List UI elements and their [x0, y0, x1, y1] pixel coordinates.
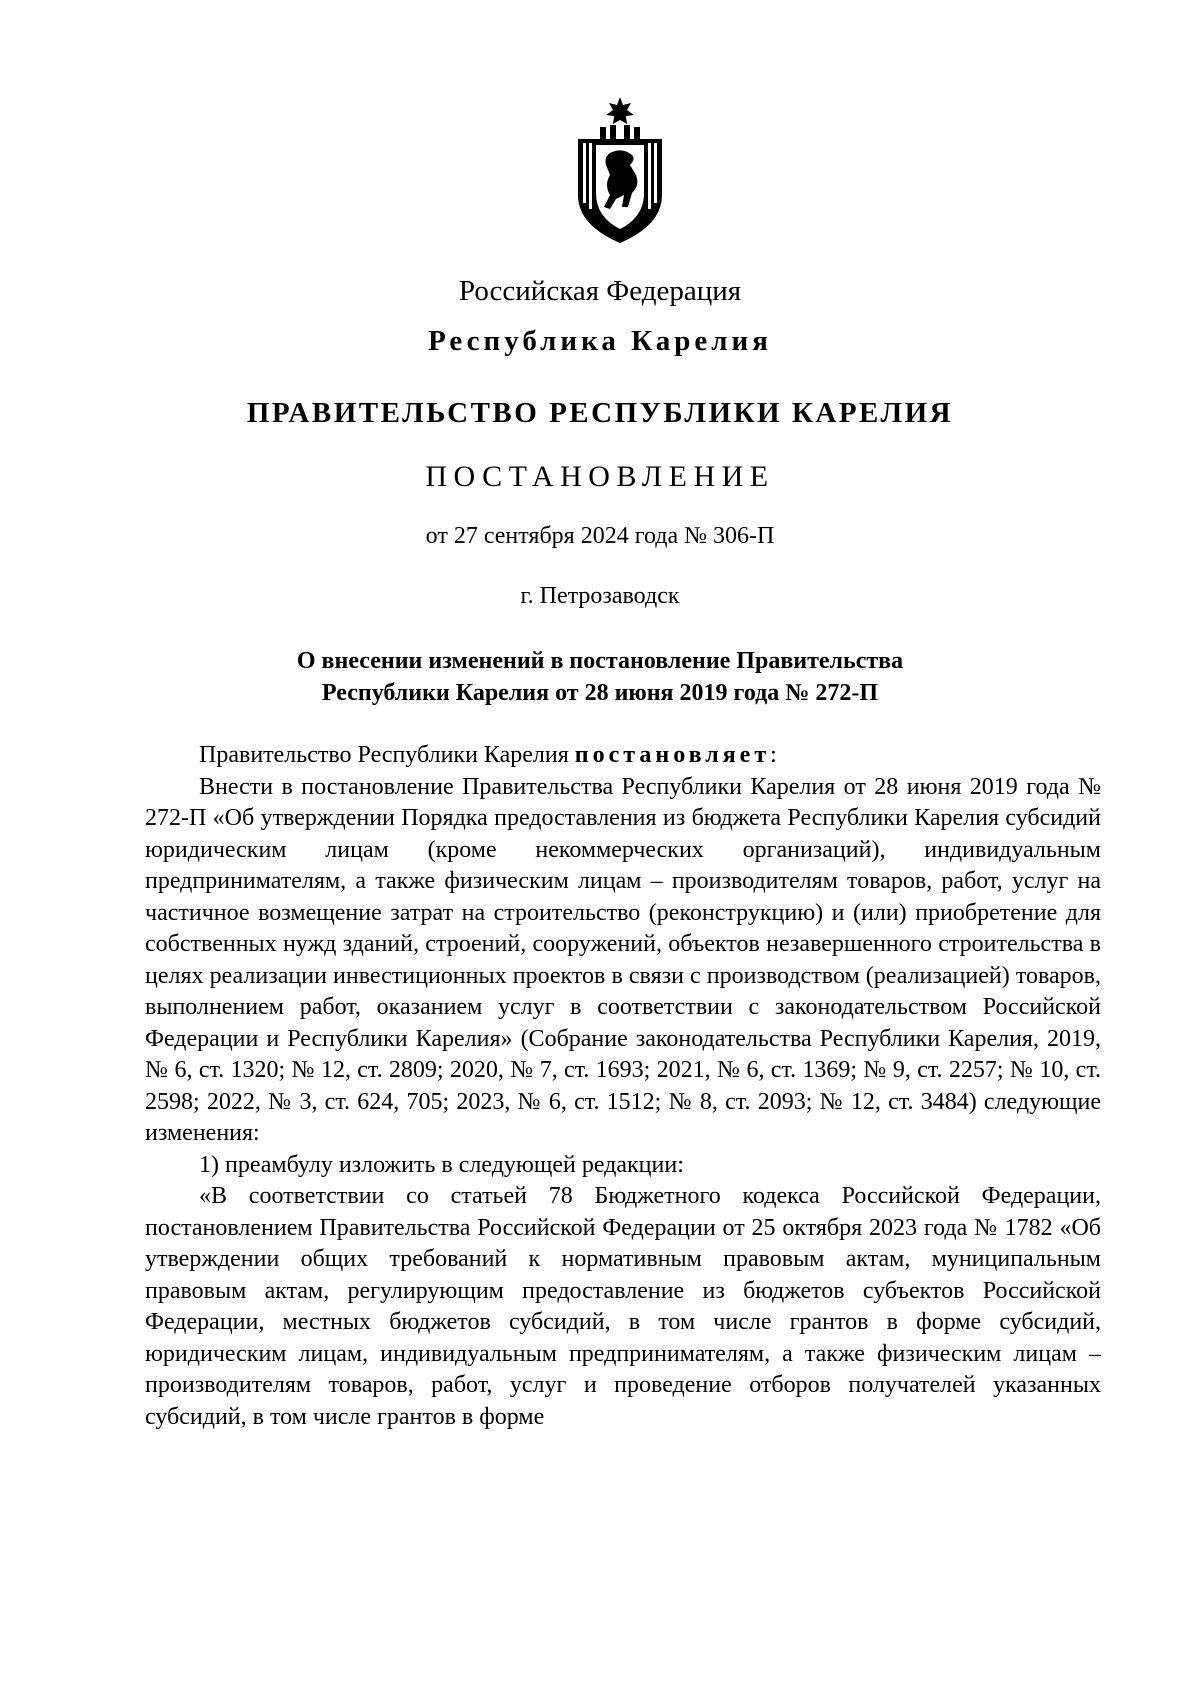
- document-date-number: от 27 сентября 2024 года № 306-П: [425, 523, 775, 549]
- paragraph-decree: [145, 740, 1101, 772]
- paragraph-amendment: Внести в постановление Правительства Республики Карелия от 28 июня 2019 года № 272-П «Об утверждении Порядка предоставления из бюджета Республики Карелия субсидий юридическим лицам (кроме некоммерческих организаций), индивидуальным предпринимателям, а также физическим лицам – производителям товаров, работ, услуг на частичное возмещение затрат на строительство (реконструкцию) и (или) приобретение для собственных нужд зданий, строений, сооружений, объектов незавершенного строительства в целях реализации инвестиционных проектов в связи с производством (реализацией) товаров, выполнением работ, оказанием услуг в соответствии с законодательством Российской Федерации и Республики Карелия» (Собрание законодательства Республики Карелия, 2019, № 6, ст. 1320; № 12, ст. 2809; 2020, № 7, ст. 1693; 2021, № 6, ст. 1369; № 9, ст. 2257; № 10, ст. 2598; 2022, № 3, ст. 624, 705; 2023, № 6, ст. 1512; № 8, ст. 2093; № 12, ст. 3484) следующие изменения:: [145, 773, 1101, 1146]
- paragraph-preamble: «В соответствии со статьей 78 Бюджетного кодекса Российской Федерации, постановлением Правительства Российской Федерации от 25 октября 2023 года № 1782 «Об утверждении общих требований к нормативным правовым актам, муниципальным правовым актам, регулирующим предоставление из бюджетов субъектов Российской Федерации, местных бюджетов субсидий, в том числе грантов в форме субсидий, юридическим лицам, индивидуальным предпринимателям, а также физическим лицам – производителям товаров, работ, услуг и проведение отборов получателей указанных субсидий, в том числе грантов в форме: [145, 1183, 1101, 1430]
- decree-lead: Правительство Республики Карелия: [199, 742, 575, 768]
- karelia-coat-of-arms-icon: [570, 95, 670, 245]
- government-name: ПРАВИТЕЛЬСТВО РЕСПУБЛИКИ КАРЕЛИЯ: [246, 397, 954, 429]
- document-title-line-1: О внесении изменений в постановление Правительства: [296, 648, 904, 674]
- document-city: г. Петрозаводск: [520, 583, 680, 609]
- republic-name: Республика Карелия: [428, 325, 772, 357]
- decree-tail: :: [770, 742, 777, 768]
- document-type: ПОСТАНОВЛЕНИЕ: [425, 460, 775, 493]
- document-title-line-2: Республики Карелия от 28 июня 2019 года № 272-П: [321, 680, 879, 706]
- document-body: [145, 740, 1101, 1433]
- country-name: Российская Федерация: [458, 275, 742, 307]
- document-title: [0, 645, 1200, 709]
- paragraph-item-1: 1) преамбулу изложить в следующей редакции:: [199, 1151, 684, 1178]
- decree-word: постановляет: [574, 742, 771, 768]
